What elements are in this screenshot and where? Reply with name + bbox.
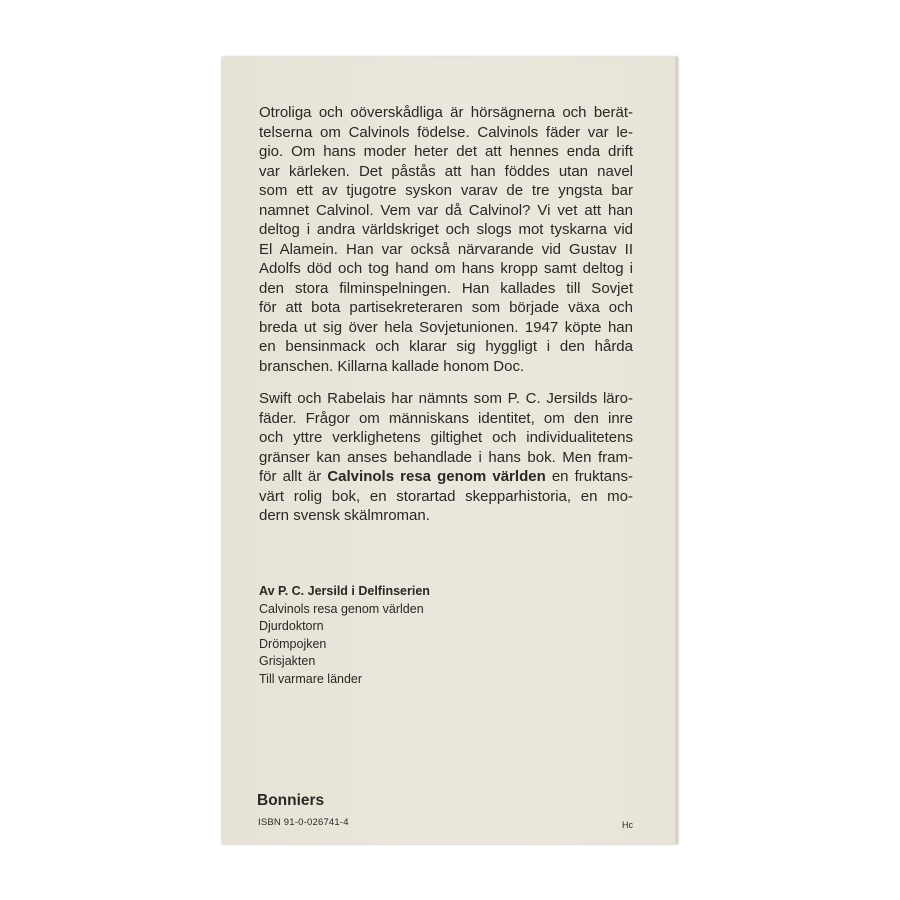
text-line: för att bota partisekreteraren som började växa och bbox=[259, 299, 633, 316]
description-paragraph-1 bbox=[259, 103, 633, 376]
text-line: fäder. Frågor om människans identitet, om den inre bbox=[259, 409, 633, 427]
text-line: den stora filminspelningen. Han kallades till Sovjet bbox=[259, 279, 633, 297]
text-line: Otroliga och oöverskådliga är hörsägnerna och berät- bbox=[259, 104, 633, 121]
cover-code: Hc bbox=[622, 820, 633, 830]
publisher-name: Bonniers bbox=[257, 792, 325, 809]
text-line: breda ut sig över hela Sovjetunionen. 1947 köpte han bbox=[259, 318, 633, 336]
text-line: värt rolig bok, en storartad skepparhistoria, en mo- bbox=[259, 487, 633, 505]
isbn-number: ISBN 91-0-026741-4 bbox=[258, 817, 349, 828]
book-back-cover bbox=[222, 57, 678, 844]
series-title: Till varmare länder bbox=[259, 671, 363, 686]
description-paragraph-2 bbox=[259, 389, 633, 526]
text-line: var kärleken. Det påstås att han föddes utan navel bbox=[259, 162, 633, 180]
text-line: dern svensk skälmroman. bbox=[259, 507, 430, 524]
series-title: Calvinols resa genom världen bbox=[259, 601, 424, 616]
text-line-with-title bbox=[259, 467, 633, 487]
text-line: Swift och Rabelais har nämnts som P. C. Jersilds läro- bbox=[259, 390, 633, 407]
series-title: Djurdoktorn bbox=[259, 619, 324, 633]
series-title: Drömpojken bbox=[259, 636, 327, 651]
text-line: gränser kan anses behandlade i hans bok. Men fram- bbox=[259, 448, 633, 466]
text-segment: för allt är bbox=[259, 468, 322, 485]
cover-edge bbox=[675, 57, 678, 844]
text-line: och yttre verklighetens giltighet och individualitetens bbox=[259, 429, 633, 446]
text-line: en bensinmack och klarar sig hyggligt i den hårda bbox=[259, 338, 633, 355]
text-line: namnet Calvinol. Vem var då Calvinol? Vi vet att han bbox=[259, 201, 633, 219]
text-line: gio. Om hans moder heter det att hennes enda drift bbox=[259, 143, 633, 160]
series-title: Grisjakten bbox=[259, 654, 316, 668]
text-segment: en fruktans- bbox=[551, 468, 633, 485]
book-title-bold: Calvinols resa genom världen bbox=[327, 468, 546, 485]
text-line: deltog i andra världskriget och slogs mot tyskarna vid bbox=[259, 221, 633, 238]
text-line: branschen. Killarna kallade honom Doc. bbox=[259, 357, 525, 375]
text-line: Adolfs död och tog hand om hans kropp samt deltog i bbox=[259, 260, 633, 277]
series-list bbox=[259, 583, 430, 688]
text-line: som ett av tjugotre syskon varav de tre yngsta bar bbox=[259, 182, 633, 199]
text-line: telserna om Calvinols födelse. Calvinols fäder var le- bbox=[259, 123, 633, 141]
text-line: El Alamein. Han var också närvarande vid Gustav II bbox=[259, 240, 633, 258]
series-heading: Av P. C. Jersild i Delfinserien bbox=[259, 584, 430, 598]
